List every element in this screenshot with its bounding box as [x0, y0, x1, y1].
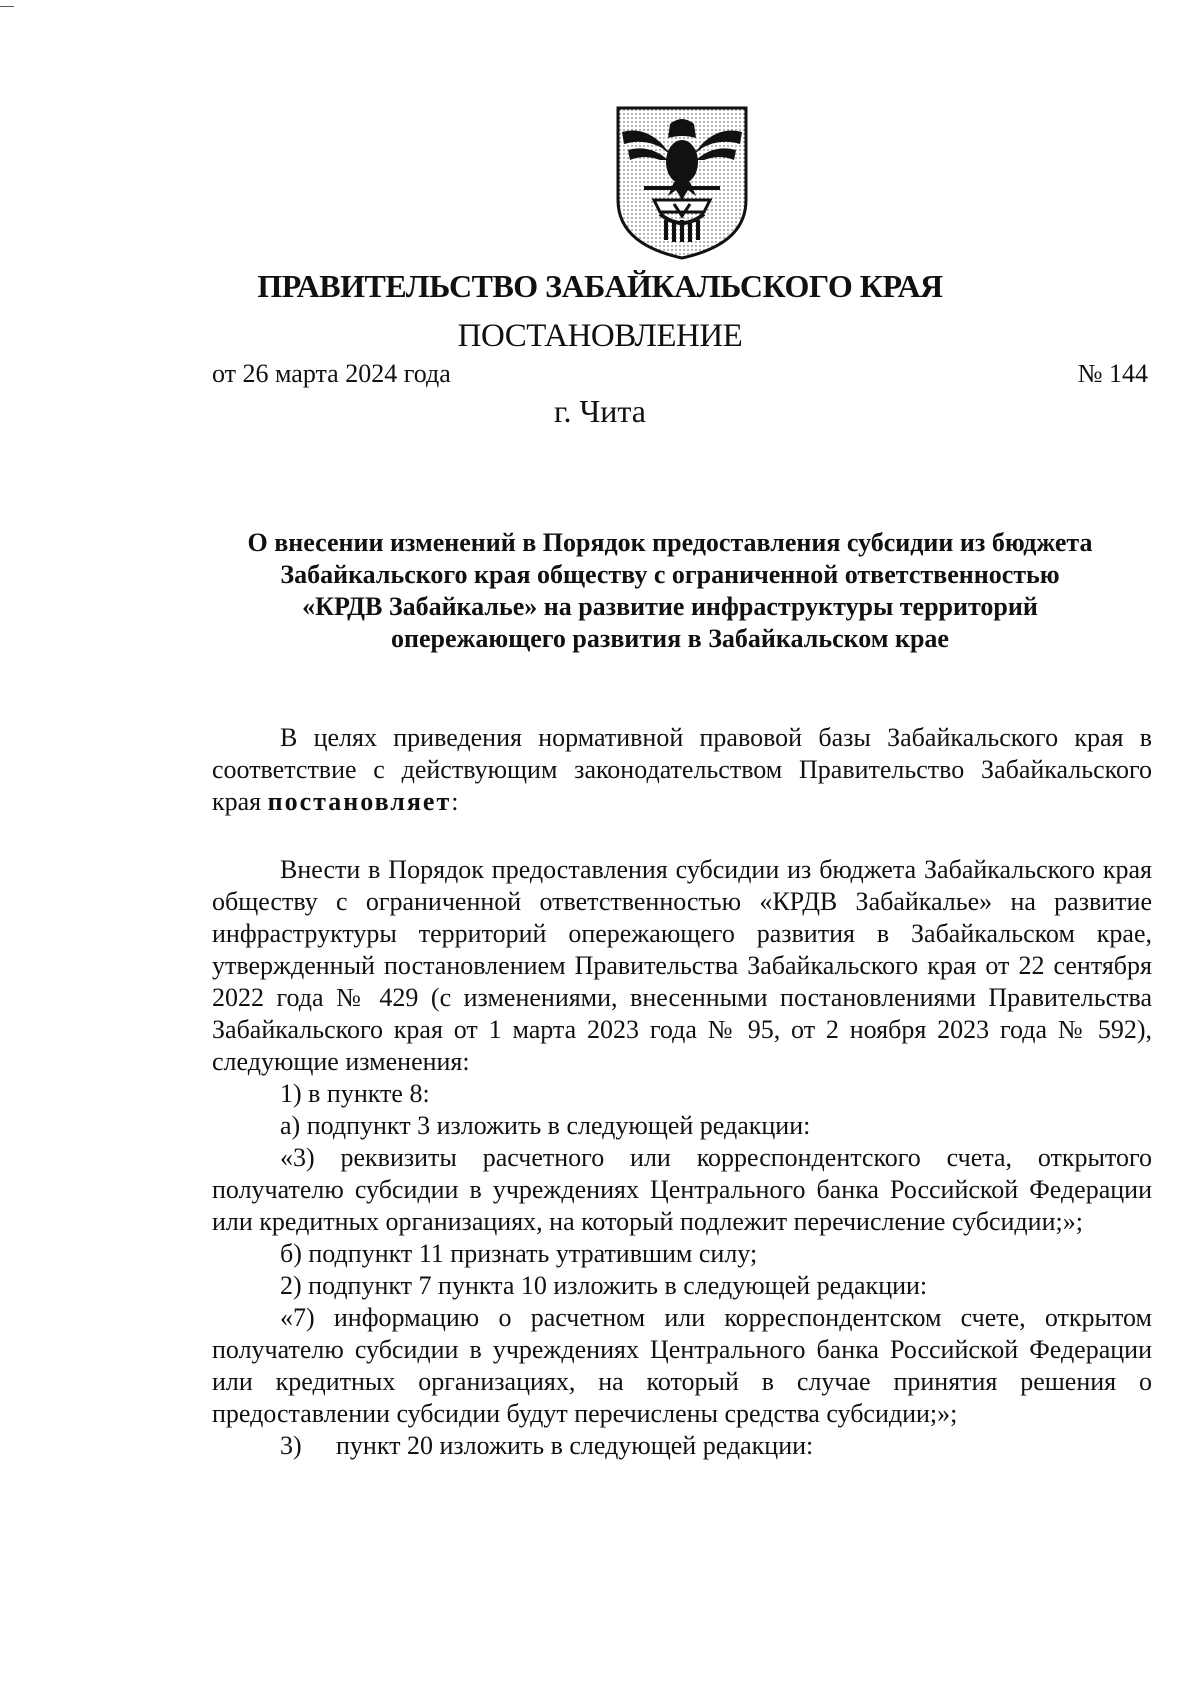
- document-type: ПОСТАНОВЛЕНИЕ: [457, 318, 743, 354]
- list-item-1a: а) подпункт 3 изложить в следующей редакции:: [280, 1111, 811, 1140]
- list-item-1a-text: «3) реквизиты расчетного или корреспондентского счета, открытого получателю субсидии в учреждениях Центрального банка Российской Федерации или кредитных организациях, на который подлежит перечисление субсидии;»;: [212, 1143, 1152, 1236]
- list-item-2: 2) подпункт 7 пункта 10 изложить в следующей редакции:: [280, 1271, 928, 1300]
- coat-of-arms-icon: [614, 104, 750, 262]
- subject-line: опережающего развития в Забайкальском крае: [391, 624, 949, 653]
- organization-title: ПРАВИТЕЛЬСТВО ЗАБАЙКАЛЬСКОГО КРАЯ: [257, 268, 943, 304]
- list-item-3-text: пункт 20 изложить в следующей редакции:: [336, 1431, 814, 1460]
- preamble-keyword: постановляет: [267, 787, 452, 816]
- list-item-3-number: 3): [280, 1431, 302, 1460]
- preamble-paragraph: [212, 722, 1152, 818]
- document-number: № 144: [1077, 359, 1148, 388]
- document-subject: [200, 527, 1140, 655]
- preamble-end: :: [451, 787, 459, 816]
- document-city: г. Чита: [553, 393, 646, 429]
- preamble-text: В целях приведения нормативной правовой базы Забайкальского края в соответствие с действующим законодательством Правительство Забайкальского края: [212, 723, 1152, 816]
- list-item-3: [212, 1430, 1152, 1462]
- main-paragraph: Внести в Порядок предоставления субсидии из бюджета Забайкальского края обществу с ограниченной ответственностью «КРДВ Забайкалье» на развитие инфраструктуры территорий опережающего развития в Забайкальском крае, утвержденный постановлением Правительства Забайкальского края от 22 сентября 2022 года № 429 (с изменениями, внесенными постановлениями Правительства Забайкальского края от 1 марта 2023 года № 95, от 2 ноября 2023 года № 592), следующие изменения:: [212, 855, 1152, 1076]
- list-item-2-text: «7) информацию о расчетном или корреспондентском счете, открытом получателю субсидии в учреждениях Центрального банка Российской Федерации или кредитных организациях, на который в случае принятия решения о предоставлении субсидии будут перечислены средства субсидии;»;: [212, 1303, 1152, 1428]
- document-date: от 26 марта 2024 года: [212, 359, 451, 388]
- list-item-1b: б) подпункт 11 признать утратившим силу;: [280, 1239, 758, 1268]
- document-body: [212, 722, 1152, 1462]
- scan-corner-mark: [0, 6, 14, 7]
- subject-line: О внесении изменений в Порядок предоставления субсидии из бюджета: [247, 528, 1093, 557]
- subject-line: «КРДВ Забайкалье» на развитие инфраструктуры территорий: [302, 592, 1038, 621]
- list-item-1: 1) в пункте 8:: [280, 1079, 430, 1108]
- subject-line: Забайкальского края обществу с ограниченной ответственностью: [280, 560, 1060, 589]
